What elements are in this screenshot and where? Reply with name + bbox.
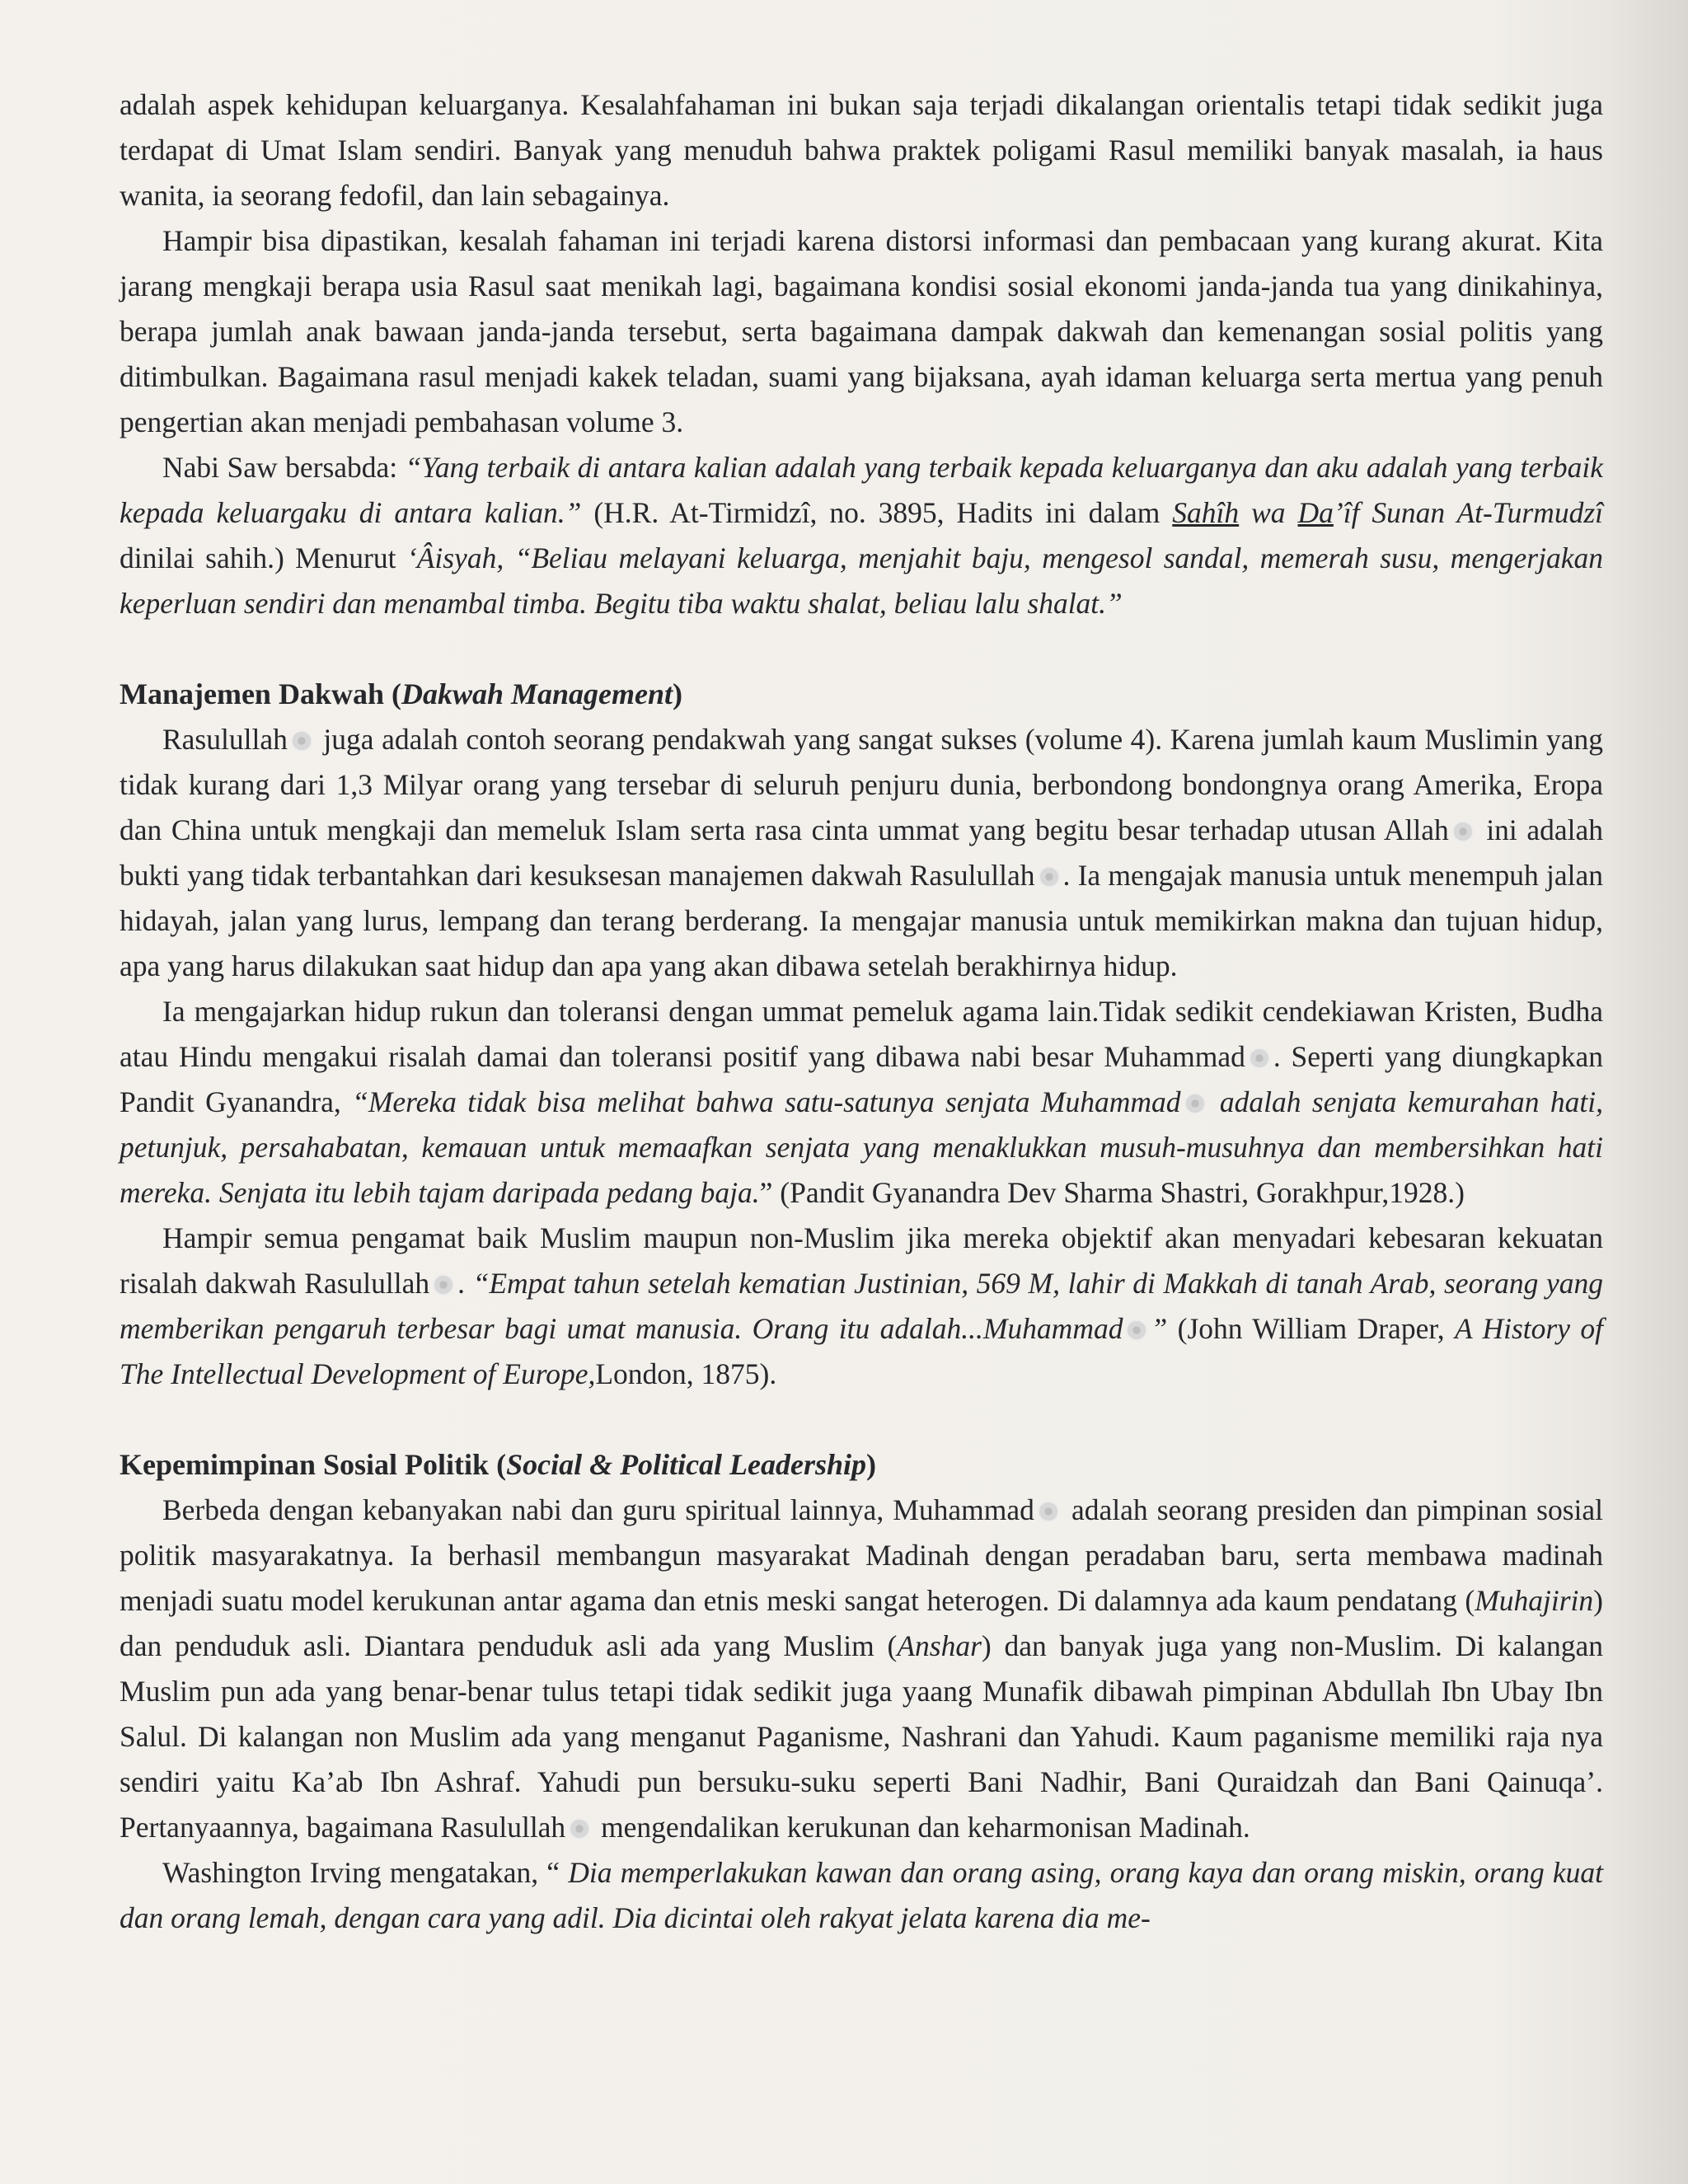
text-run: ) dan penduduk asli. Diantara penduduk asli ada yang Muslim ( [120,1584,1603,1662]
citation: ” (Pandit Gyanandra Dev Sharma Shastri, Gorakhpur,1928.) [759,1176,1465,1209]
heading-text: ) [866,1448,877,1481]
saw-honorific-icon [433,1274,454,1296]
heading-english: Dakwah Management [401,677,673,710]
text-run: Rasulullah [162,723,288,756]
text-run: ) dan banyak juga yang non-Muslim. Di kalangan Muslim pun ada yang benar-benar tulus tetapi tidak sedikit juga yaang Munafik dibawah pimpinan Abdullah Ibn Ubay Ibn Salul. Di kalangan non Muslim ada yang menganut Paganisme, Nashrani dan Yahudi. Kaum paganisme memiliki raja nya sendiri yaitu Ka’ab Ibn Ashraf. Yahudi pun bersuku-suku seperti Bani Nadhir, Bani Quraidzah dan Bani Qainuqa’. Pertanyaannya, bagaimana Rasulullah [120,1629,1603,1844]
draper-quote: “Empat tahun setelah kematian Justinian, 569 M, lahir di Makkah di tanah Arab, seorang yang memberikan pengaruh terbesar bagi umat manusia. Orang itu adalah...Muhammad [120,1267,1604,1345]
paragraph-4 [120,717,1603,989]
gyanandra-quote: “Mereka tidak bisa melihat bahwa satu-satunya senjata Muhammad [352,1085,1181,1118]
paragraph-8 [120,1850,1603,1941]
citation: London, 1875). [595,1357,777,1390]
section-heading-dakwah [120,672,1603,717]
paragraph-5 [120,989,1603,1216]
heading-english: Social & Political Leadership [506,1448,867,1481]
text-run: Nabi Saw bersabda: [162,451,406,484]
text-run: Ia mengajarkan hidup rukun dan toleransi dengan ummat pemeluk agama lain.Tidak sedikit cendekiawan Kristen, Budha atau Hindu mengakui risalah damai dan toleransi positif yang dibawa nabi besar Muhammad [120,995,1603,1073]
heading-text: Kepemimpinan Sosial Politik ( [120,1448,507,1481]
term-anshar: Anshar [897,1629,982,1662]
text-run: juga adalah contoh seorang pendakwah yang sangat sukses (volume 4). Karena jumlah kaum Muslimin yang tidak kurang dari 1,3 Milyar orang yang tersebar di seluruh penjuru dunia, berbondong bondongnya orang Amerika, Eropa dan China untuk mengkaji dan memeluk Islam serta rasa cinta ummat yang begitu besar terhadap utusan Allah [120,723,1603,846]
aisyah-quote: ‘Âisyah, “Beliau melayani keluarga, menjahit baju, mengesol sandal, memerah susu, mengerjakan keperluan sendiri dan menambal timba. Begitu tiba waktu shalat, beliau lalu shalat.” [120,541,1603,620]
saw-honorific-icon [1184,1093,1206,1114]
paragraph-1: adalah aspek kehidupan keluarganya. Kesalahfahaman ini bukan saja terjadi dikalangan orientalis tetapi tidak sedikit juga terdapat di Umat Islam sendiri. Banyak yang menuduh bahwa praktek poligami Rasul memiliki banyak masalah, ia haus wanita, ia seorang fedofil, dan lain sebagainya. [120,88,1603,212]
swt-honorific-icon [1452,821,1474,842]
text-run: . Seperti yang diungkapkan Pandit Gyanandra, [120,1040,1603,1118]
paragraph-6 [120,1216,1603,1397]
irving-quote: Dia memperlakukan kawan dan orang asing, orang kaya dan orang miskin, orang kuat dan orang lemah, dengan cara yang adil. Dia dicintai oleh rakyat jelata karena dia me- [120,1856,1604,1934]
citation: (John William Draper, [1167,1312,1456,1345]
text-run: adalah seorang presiden dan pimpinan sosial politik masyarakatnya. Ia berhasil membangun masyarakat Madinah dengan peradaban baru, serta membawa madinah menjadi suatu model kerukunan antar agama dan etnis meski sangat heterogen. Di dalamnya ada kaum pendatang ( [120,1493,1603,1617]
text-run: ini adalah bukti yang tidak terbantahkan dari kesuksesan manajemen dakwah Rasulullah [120,813,1604,892]
text-run: mengendalikan kerukunan dan keharmonisan Madinah. [593,1811,1250,1844]
saw-honorific-icon [1039,866,1060,888]
heading-text: ) [673,677,683,710]
term-muhajirin: Muhajirin [1475,1584,1594,1617]
page-body [120,82,1603,1941]
text-run: Washington Irving mengatakan, “ [162,1856,569,1889]
saw-honorific-icon [1126,1319,1147,1341]
saw-honorific-icon [291,730,312,752]
book-title-da: Da [1297,496,1334,529]
book-title: A History of The Intellectual Development of Europe, [120,1312,1603,1390]
saw-honorific-icon [1038,1501,1059,1522]
book-title-wa: wa [1239,496,1298,529]
draper-quote: ” [1151,1312,1168,1345]
book-title-sahih: Sahîh [1172,496,1240,529]
saw-honorific-icon [569,1818,590,1840]
text-run: Hampir semua pengamat baik Muslim maupun non-Muslim jika mereka objektif akan menyadari kebesaran kekuatan risalah dakwah Rasulullah [120,1221,1603,1300]
hadith-quote: “Yang terbaik di antara kalian adalah yang terbaik kepada keluarganya dan aku adalah yang terbaik kepada keluargaku di antara kalian.” [120,451,1603,529]
heading-text: Manajemen Dakwah ( [120,677,401,710]
paragraph-3 [120,445,1603,626]
section-heading-leadership [120,1442,1603,1488]
text-run: . Ia mengajak manusia untuk menempuh jalan hidayah, jalan yang lurus, lempang dan terang berderang. Ia mengajar manusia untuk memikirkan makna dan tujuan hidup, apa yang harus dilakukan saat hidup dan apa yang akan dibawa setelah berakhirnya hidup. [120,859,1603,982]
paragraph-2: Hampir bisa dipastikan, kesalah fahaman ini terjadi karena distorsi informasi dan pembacaan yang kurang akurat. Kita jarang mengkaji berapa usia Rasul saat menikah lagi, bagaimana kondisi sosial ekonomi janda-janda tua yang dinikahinya, berapa jumlah anak bawaan janda-janda tersebut, serta bagaimana dampak dakwah dan kemenangan sosial politis yang ditimbulkan. Bagaimana rasul menjadi kakek teladan, suami yang bijaksana, ayah idaman keluarga serta mertua yang penuh pengertian akan menjadi pembahasan volume 3. [120,224,1603,438]
text-run: (H.R. At-Tirmidzî, no. 3895, Hadits ini dalam [581,496,1173,529]
text-run: . [457,1267,473,1300]
saw-honorific-icon [1249,1047,1270,1069]
paragraph-7 [120,1488,1603,1850]
text-run: dinilai sahih.) Menurut [120,541,407,574]
gyanandra-quote: adalah senjata kemurahan hati, petunjuk, persahabatan, kemauan untuk memaafkan senjata yang menaklukkan musuh-musuhnya dan membersihkan hati mereka. Senjata itu lebih tajam daripada pedang baja. [120,1085,1603,1209]
text-run: Berbeda dengan kebanyakan nabi dan guru spiritual lainnya, Muhammad [162,1493,1034,1526]
book-title-sunan: ’îf Sunan At-Turmudzî [1333,496,1603,529]
